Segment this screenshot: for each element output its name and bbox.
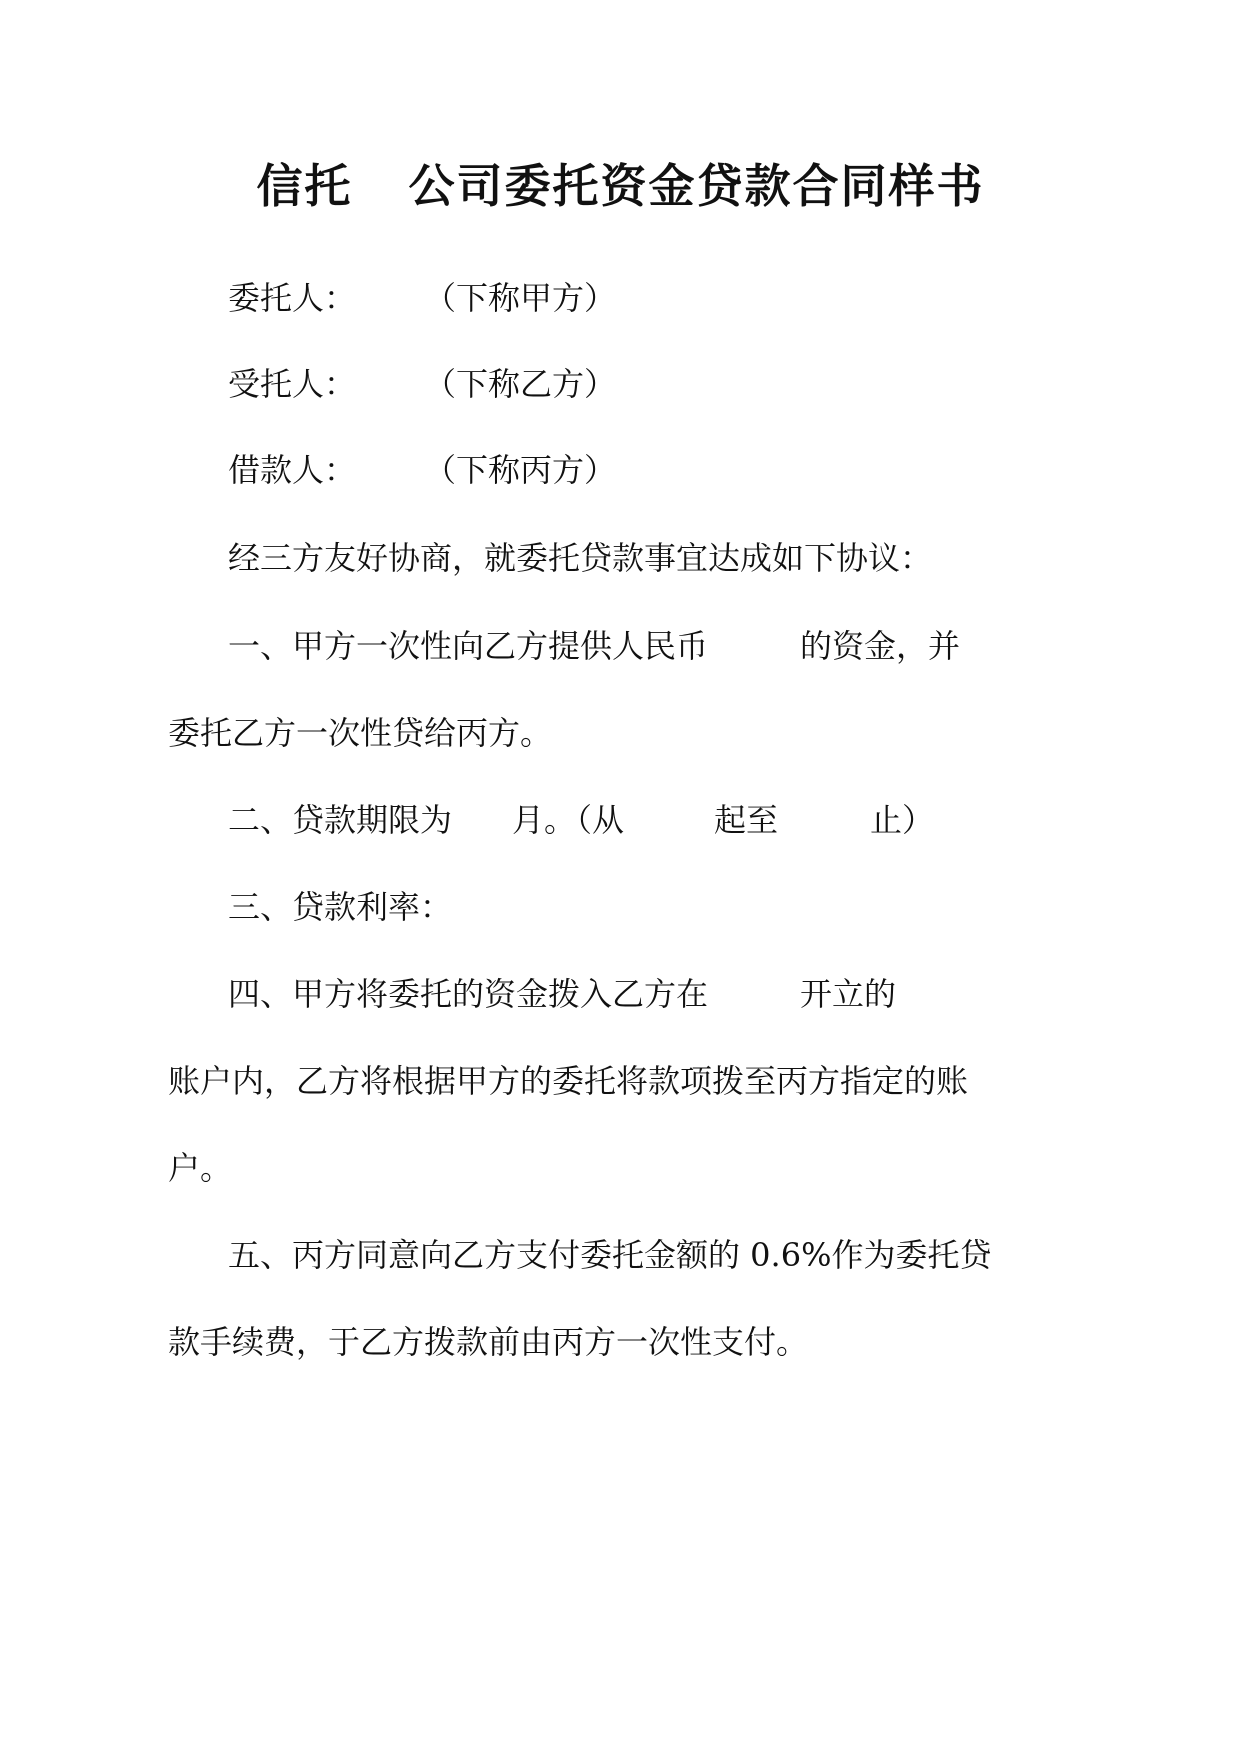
party-client-label: 委托人：	[228, 279, 357, 317]
clause-4-part-2: 开立的	[800, 975, 897, 1013]
clause-2-line	[228, 800, 934, 840]
party-borrower-line	[228, 450, 616, 490]
party-client-line	[228, 278, 616, 318]
party-trustee-line	[228, 364, 616, 404]
clause-4-line-3: 户。	[168, 1149, 233, 1187]
clause-5-line-1: 五、丙方同意向乙方支付委托金额的 0.6%作为委托贷	[228, 1236, 992, 1274]
clause-4-part-1: 四、甲方将委托的资金拨入乙方在	[228, 975, 709, 1013]
party-trustee-note: （下称乙方）	[424, 365, 617, 403]
party-client-note: （下称甲方）	[424, 279, 617, 317]
clause-1-line-1	[228, 626, 960, 666]
clause-3-line: 三、贷款利率：	[228, 888, 453, 926]
clause-5-line-2: 款手续费，于乙方拨款前由丙方一次性支付。	[168, 1323, 809, 1361]
clause-4-line-2: 账户内，乙方将根据甲方的委托将款项拨至丙方指定的账	[168, 1062, 969, 1100]
party-trustee-label: 受托人：	[228, 365, 357, 403]
clause-2-part-1: 二、贷款期限为	[228, 801, 453, 839]
preamble-paragraph: 经三方友好协商，就委托贷款事宜达成如下协议：	[228, 539, 933, 577]
clause-1-part-2: 的资金，并	[800, 627, 961, 665]
party-borrower-label: 借款人：	[228, 451, 357, 489]
clause-1-line-2: 委托乙方一次性贷给丙方。	[168, 714, 553, 752]
title-part-2: 公司委托资金贷款合同样书	[408, 159, 985, 213]
title-part-1: 信托	[256, 159, 353, 213]
clause-2-part-2: 月。（从	[512, 801, 625, 839]
clause-2-part-4: 止）	[870, 801, 935, 839]
party-borrower-note: （下称丙方）	[424, 451, 617, 489]
clause-4-line-1	[228, 974, 896, 1014]
document-title	[0, 150, 1241, 216]
clause-2-part-3: 起至	[714, 801, 779, 839]
clause-1-part-1: 一、甲方一次性向乙方提供人民币	[228, 627, 709, 665]
